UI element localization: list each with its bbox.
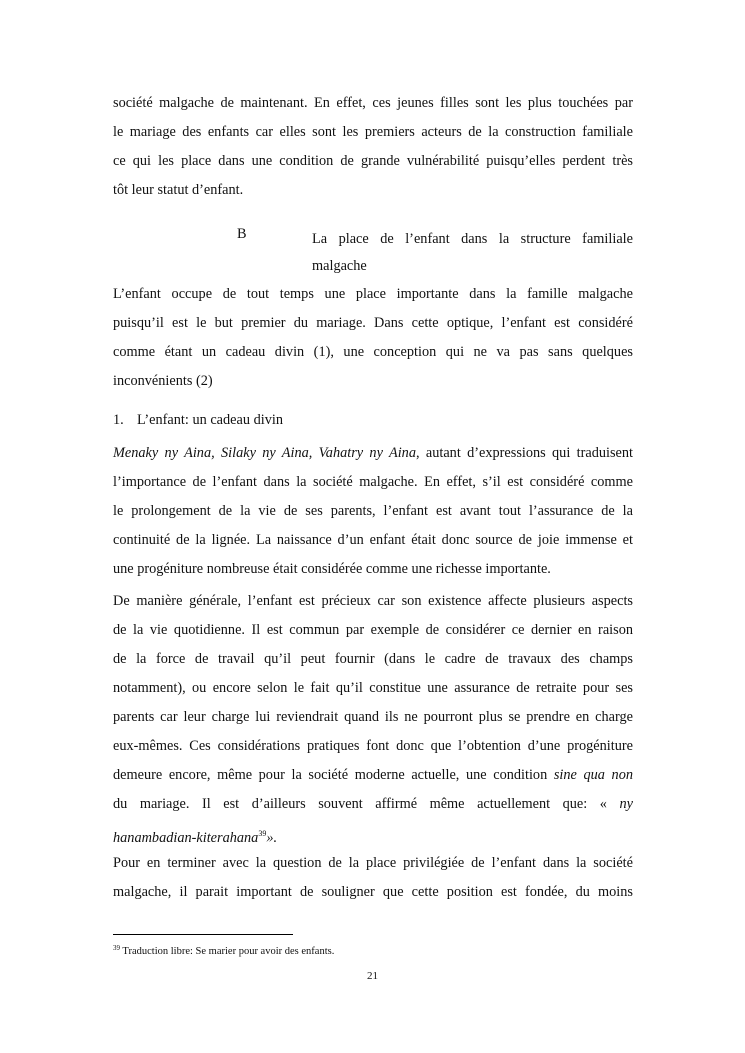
subsection-title: L’enfant: un cadeau divin — [137, 412, 283, 428]
text-line: de la vie quotidienne. Il est commun par exemple de considérer ce dernier en raison — [113, 622, 633, 638]
footnote-reference[interactable]: 39 — [258, 829, 267, 838]
text-line: ce qui les place dans une condition de grande vulnérabilité puisqu’elles perdent très — [113, 153, 633, 169]
text-line: Menaky ny Aina, Silaky ny Aina, Vahatry ny Aina, autant d’expressions qui traduisent — [113, 445, 633, 461]
text-line: le prolongement de la vie de ses parents, l’enfant est avant tout l’assurance de la — [113, 503, 633, 519]
text-line: demeure encore, même pour la société moderne actuelle, une condition sine qua non — [113, 767, 633, 783]
heading-line: La place de l’enfant dans la structure familiale — [312, 231, 633, 247]
text-line: continuité de la lignée. La naissance d’un enfant était donc source de joie immense et — [113, 532, 633, 548]
text-line: parents car leur charge lui reviendrait quand ils ne pourront plus se prendre en charge — [113, 709, 633, 725]
paragraph-valeur-enfant — [113, 587, 633, 853]
text-line: puisqu’il est le but premier du mariage. Dans cette optique, l’enfant est considéré — [113, 315, 633, 331]
footnote-number: 39 — [113, 944, 120, 952]
subsection-heading — [113, 412, 283, 429]
text-line: tôt leur statut d’enfant. — [113, 182, 244, 198]
malagasy-proverb: hanambadian-kiterahana — [113, 830, 259, 846]
paragraph-conclusion — [113, 849, 633, 907]
footnote-text: Traduction libre: Se marier pour avoir des enfants. — [120, 946, 335, 957]
text-line: eux-mêmes. Ces considérations pratiques font donc que l’obtention d’une progéniture — [113, 738, 633, 754]
text-line: une progéniture nombreuse était considérée comme une richesse importante. — [113, 561, 551, 577]
text-line: malgache, il parait important de souligner que cette position est fondée, du moins — [113, 884, 633, 900]
paragraph-intro — [113, 89, 633, 205]
text-line: Pour en terminer avec la question de la place privilégiée de l’enfant dans la société — [113, 855, 633, 871]
malagasy-expressions: Menaky ny Aina, Silaky ny Aina, Vahatry ny Aina — [113, 445, 416, 461]
text-line: notamment), ou encore selon le fait qu’il constitue une assurance de retraite pour ses — [113, 680, 633, 696]
section-heading — [312, 226, 633, 280]
text-line: le mariage des enfants car elles sont les premiers acteurs de la construction familiale — [113, 124, 633, 140]
text-line: société malgache de maintenant. En effet, ces jeunes filles sont les plus touchées par — [113, 95, 633, 111]
footnote — [113, 944, 334, 957]
text-line: comme étant un cadeau divin (1), une conception qui ne va pas sans quelques — [113, 344, 633, 360]
text-line: inconvénients (2) — [113, 373, 213, 389]
paragraph-cadeau-divin — [113, 439, 633, 584]
text-line: L’enfant occupe de tout temps une place importante dans la famille malgache — [113, 286, 633, 302]
latin-phrase: sine qua non — [553, 767, 633, 783]
paragraph-section-intro — [113, 280, 633, 396]
text-line: du mariage. Il est d’ailleurs souvent affirmé même actuellement que: « ny — [113, 796, 633, 812]
section-letter: B — [237, 226, 247, 242]
subsection-number: 1. — [113, 412, 124, 428]
text-line: de la force de travail qu’il peut fournir (dans le cadre de travaux des champs — [113, 651, 633, 667]
text-line: De manière générale, l’enfant est précieux car son existence affecte plusieurs aspects — [113, 593, 633, 609]
text-line: l’importance de l’enfant dans la société malgache. En effet, s’il est considéré comme — [113, 474, 633, 490]
heading-line: malgache — [312, 258, 367, 274]
footnote-separator — [113, 934, 293, 935]
text-line: hanambadian-kiterahana$^{39}$». — [113, 829, 278, 846]
page-number: 21 — [367, 970, 378, 982]
